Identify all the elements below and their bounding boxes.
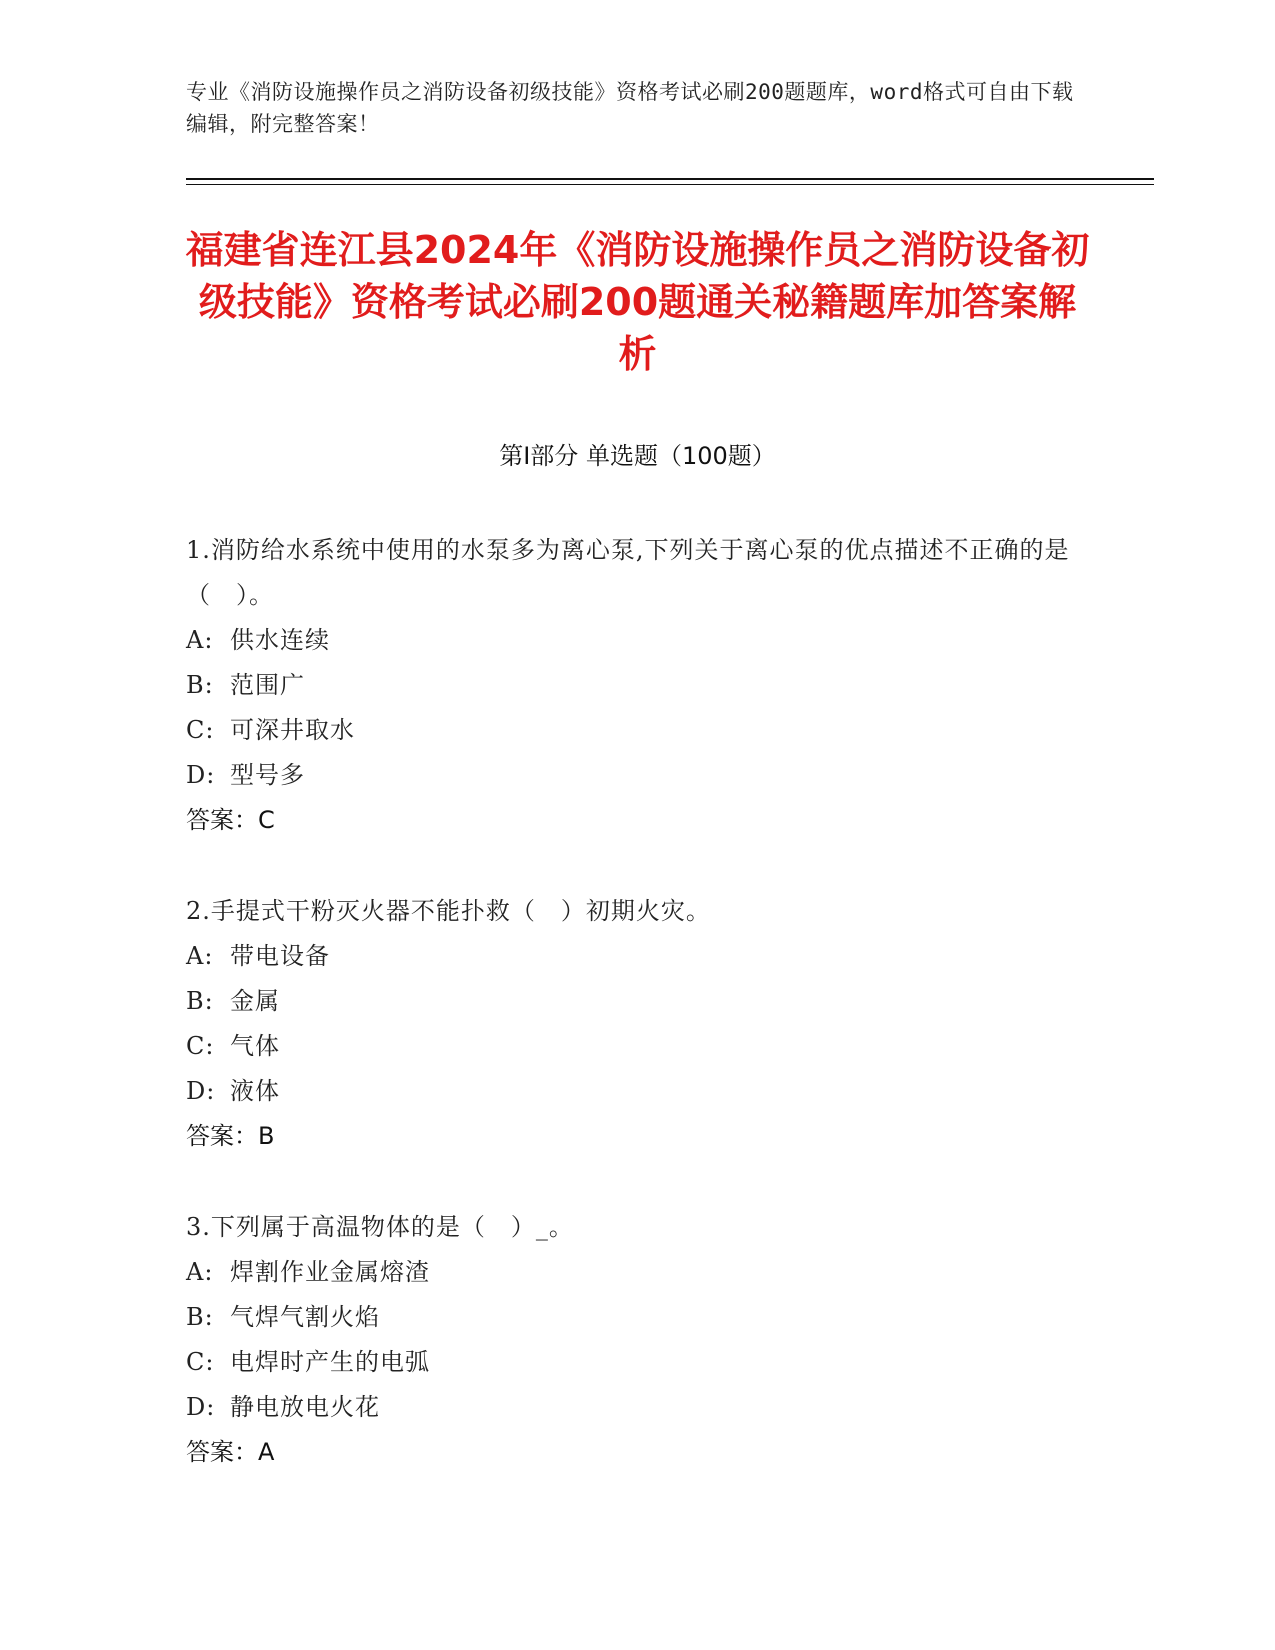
option-d	[186, 1069, 1086, 1114]
answer-line: 答案：C	[186, 806, 275, 834]
option-d	[186, 753, 1086, 798]
option-text: 型号多	[230, 761, 305, 789]
question-text: 3.下列属于高温物体的是（ ）_。	[186, 1213, 574, 1241]
question-2	[186, 889, 1086, 1159]
option-c	[186, 1340, 1086, 1385]
answer-line: 答案：B	[186, 1122, 275, 1150]
option-text: 范围广	[230, 671, 305, 699]
option-text: 气焊气割火焰	[230, 1303, 380, 1331]
option-text: 电焊时产生的电弧	[230, 1348, 430, 1376]
option-text: 带电设备	[230, 942, 330, 970]
option-text: 静电放电火花	[230, 1393, 380, 1421]
option-key: A:	[186, 942, 214, 970]
question-text: 2.手提式干粉灭火器不能扑救（ ）初期火灾。	[186, 897, 711, 925]
header-rule-thick	[186, 178, 1154, 180]
option-key: C:	[186, 1348, 215, 1376]
option-text: 液体	[230, 1077, 280, 1105]
question-3	[186, 1205, 1086, 1475]
option-a	[186, 618, 1086, 663]
question-1	[186, 528, 1086, 843]
option-key: D:	[186, 761, 216, 789]
option-key: D:	[186, 1077, 216, 1105]
option-text: 可深井取水	[230, 716, 355, 744]
header-rule-thin	[186, 184, 1154, 185]
option-b	[186, 663, 1086, 708]
option-a	[186, 934, 1086, 979]
option-key: B:	[186, 671, 214, 699]
option-c	[186, 1024, 1086, 1069]
section-title: 第Ⅰ部分 单选题（100题）	[499, 442, 776, 470]
answer-line: 答案：A	[186, 1438, 275, 1466]
option-key: C:	[186, 716, 215, 744]
option-key: C:	[186, 1032, 215, 1060]
option-key: A:	[186, 626, 214, 654]
option-a	[186, 1250, 1086, 1295]
option-b	[186, 979, 1086, 1024]
header-note: 专业《消防设施操作员之消防设备初级技能》资格考试必刷200题题库，word格式可自由下载编辑，附完整答案！	[186, 80, 1074, 136]
option-key: B:	[186, 987, 214, 1015]
option-b	[186, 1295, 1086, 1340]
option-key: B:	[186, 1303, 214, 1331]
option-c	[186, 708, 1086, 753]
document-title: 福建省连江县2024年《消防设施操作员之消防设备初级技能》资格考试必刷200题通关秘籍题库加答案解析	[185, 228, 1090, 376]
option-key: D:	[186, 1393, 216, 1421]
option-text: 金属	[230, 987, 280, 1015]
option-d	[186, 1385, 1086, 1430]
option-key: A:	[186, 1258, 214, 1286]
question-text: 1.消防给水系统中使用的水泵多为离心泵,下列关于离心泵的优点描述不正确的是（ ）。	[186, 536, 1070, 609]
option-text: 气体	[230, 1032, 280, 1060]
option-text: 焊割作业金属熔渣	[230, 1258, 430, 1286]
question-list	[186, 528, 1086, 1521]
option-text: 供水连续	[230, 626, 330, 654]
